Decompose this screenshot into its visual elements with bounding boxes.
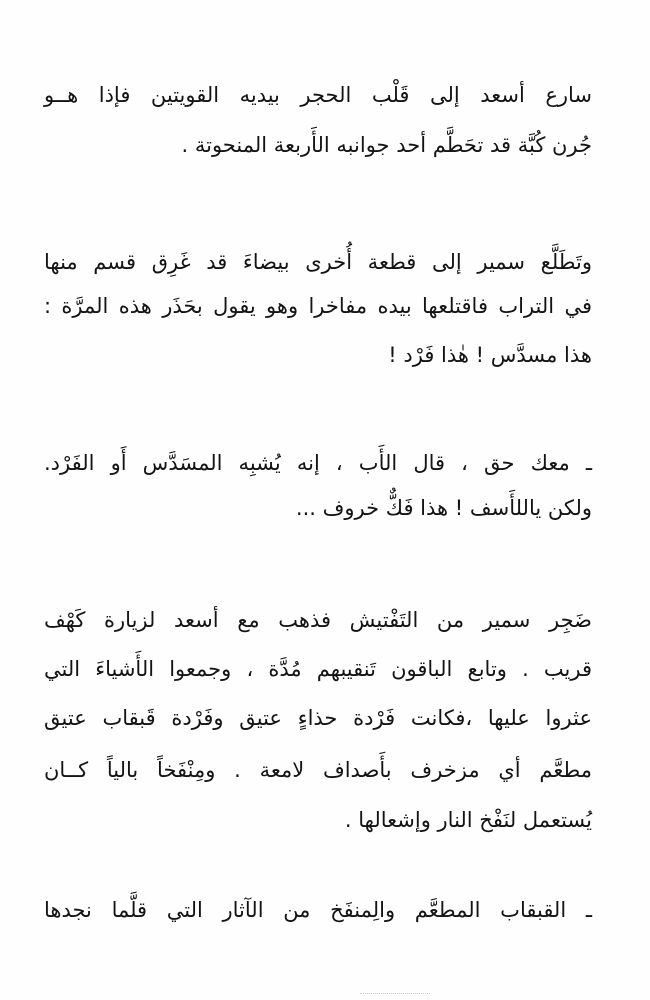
paragraph-4-line-2: قريب . وتابع الباقون تَنقيبهم مُدَّة ، وجمعوا الأَشياءَ التي bbox=[44, 657, 592, 681]
paragraph-4-line-4: مطعَّم أي مزخرف بأَصداف لامعة . ومِنْفَخاً بالياً كــان bbox=[44, 758, 592, 782]
paragraph-2-line-2: في التراب فاقتلعها بيده مفاخرا وهو يقول بحَذَر هذه المرَّة : bbox=[44, 294, 592, 318]
paragraph-2-line-3: هذا مسدَّس ! هٰذا فَرْد ! bbox=[388, 343, 592, 367]
paragraph-4-line-5: يُستعمل لنَفْخ النار وإشعالها . bbox=[344, 808, 592, 832]
paragraph-3-line-2: ولكن ياللأَسف ! هذا فَكٌّ خروف ... bbox=[295, 496, 592, 520]
paragraph-2-line-1: وتَطَلَّع سمير إلى قطعة أُخرى بيضاءَ قد غَرِق قسم منها bbox=[44, 250, 592, 274]
paragraph-1-line-2: جُرن كُبَّة قد تحَطَّم أحد جوانبه الأَربعة المنحوتة . bbox=[181, 133, 592, 157]
paragraph-5-line-1: ـ القبقاب المطعَّم والِمنفَخ من الآثار التي قلَّما نجدها bbox=[44, 898, 592, 922]
page-bottom-edge bbox=[360, 993, 430, 1000]
paragraph-3-line-1: ـ معك حق ، قال الأَب ، إنه يُشبِه المسَدَّس أَو الفَرْد. bbox=[44, 451, 592, 475]
paragraph-4-line-1: ضَجِر سمير من التَفْتيش فذهب مع أسعد لزيارة كَهْف bbox=[44, 608, 592, 632]
paragraph-1-line-1: سارع أسعد إلى قَلْب الحجر بيديه القويتين فإذا هــو bbox=[44, 83, 592, 107]
paragraph-4-line-3: عثروا عليها ،فكانت فَرْدة حذاءٍ عتيق وفَرْدة قَبقاب عتيق bbox=[44, 706, 592, 730]
